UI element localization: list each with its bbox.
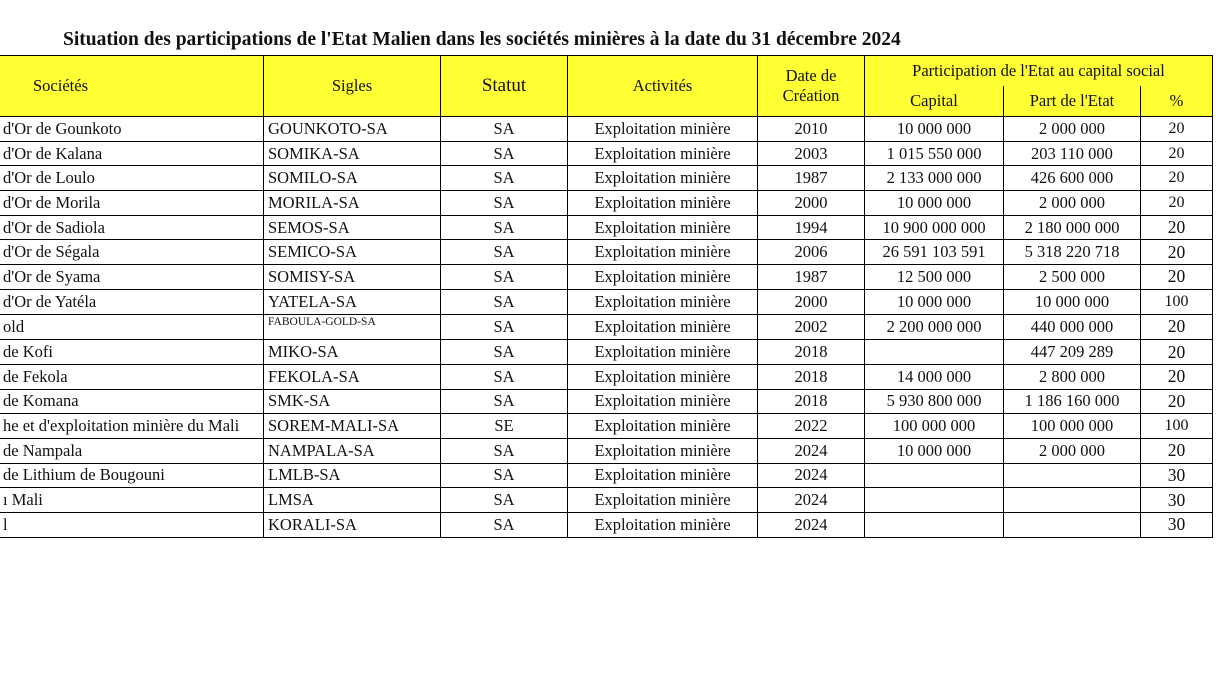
header-participation: Participation de l'Etat au capital social bbox=[865, 56, 1213, 87]
cell-activite: Exploitation minière bbox=[568, 314, 758, 340]
cell-statut: SA bbox=[441, 314, 568, 340]
cell-part: 2 000 000 bbox=[1004, 117, 1141, 142]
cell-activite: Exploitation minière bbox=[568, 364, 758, 389]
header-statut: Statut bbox=[441, 56, 568, 117]
cell-date: 1987 bbox=[758, 166, 865, 191]
cell-societe: d'Or de Ségala bbox=[0, 240, 264, 265]
cell-part: 100 000 000 bbox=[1004, 414, 1141, 439]
cell-sigle: MIKO-SA bbox=[264, 340, 441, 365]
cell-statut: SA bbox=[441, 364, 568, 389]
cell-activite: Exploitation minière bbox=[568, 289, 758, 314]
cell-pct: 20 bbox=[1141, 438, 1213, 463]
cell-societe: de Komana bbox=[0, 389, 264, 414]
cell-date: 2000 bbox=[758, 289, 865, 314]
cell-part: 2 500 000 bbox=[1004, 265, 1141, 290]
cell-pct: 20 bbox=[1141, 364, 1213, 389]
cell-part: 1 186 160 000 bbox=[1004, 389, 1141, 414]
table-row bbox=[0, 215, 1213, 240]
header-pct: % bbox=[1141, 86, 1213, 117]
cell-capital bbox=[865, 513, 1004, 538]
cell-capital: 100 000 000 bbox=[865, 414, 1004, 439]
page-title: Situation des participations de l'Etat Malien dans les sociétés minières à la date du 31 décembre 2024 bbox=[63, 29, 901, 50]
cell-date: 2018 bbox=[758, 389, 865, 414]
cell-date: 2024 bbox=[758, 463, 865, 488]
cell-capital: 10 000 000 bbox=[865, 438, 1004, 463]
header-societes: Sociétés bbox=[0, 56, 264, 117]
cell-pct: 30 bbox=[1141, 463, 1213, 488]
cell-sigle: SEMICO-SA bbox=[264, 240, 441, 265]
cell-capital: 10 900 000 000 bbox=[865, 215, 1004, 240]
cell-statut: SA bbox=[441, 438, 568, 463]
cell-part: 203 110 000 bbox=[1004, 141, 1141, 166]
cell-activite: Exploitation minière bbox=[568, 389, 758, 414]
cell-part: 10 000 000 bbox=[1004, 289, 1141, 314]
table-row bbox=[0, 314, 1213, 340]
cell-statut: SA bbox=[441, 463, 568, 488]
cell-sigle: LMLB-SA bbox=[264, 463, 441, 488]
header-part-etat: Part de l'Etat bbox=[1004, 86, 1141, 117]
cell-date: 2024 bbox=[758, 488, 865, 513]
cell-societe: ı Mali bbox=[0, 488, 264, 513]
cell-activite: Exploitation minière bbox=[568, 438, 758, 463]
cell-date: 2006 bbox=[758, 240, 865, 265]
cell-pct: 20 bbox=[1141, 340, 1213, 365]
cell-societe: d'Or de Loulo bbox=[0, 166, 264, 191]
header-capital: Capital bbox=[865, 86, 1004, 117]
cell-capital: 2 133 000 000 bbox=[865, 166, 1004, 191]
cell-sigle: FABOULA-GOLD-SA bbox=[264, 314, 441, 340]
table-row bbox=[0, 389, 1213, 414]
cell-sigle: LMSA bbox=[264, 488, 441, 513]
cell-pct: 30 bbox=[1141, 488, 1213, 513]
cell-statut: SA bbox=[441, 240, 568, 265]
cell-date: 2024 bbox=[758, 513, 865, 538]
cell-pct: 20 bbox=[1141, 240, 1213, 265]
cell-sigle: SMK-SA bbox=[264, 389, 441, 414]
participations-table bbox=[0, 55, 1213, 538]
cell-statut: SA bbox=[441, 191, 568, 216]
cell-statut: SA bbox=[441, 265, 568, 290]
cell-capital bbox=[865, 488, 1004, 513]
cell-pct: 100 bbox=[1141, 414, 1213, 439]
cell-date: 2022 bbox=[758, 414, 865, 439]
cell-capital: 2 200 000 000 bbox=[865, 314, 1004, 340]
cell-pct: 20 bbox=[1141, 314, 1213, 340]
cell-part: 440 000 000 bbox=[1004, 314, 1141, 340]
cell-societe: de Fekola bbox=[0, 364, 264, 389]
table-row bbox=[0, 463, 1213, 488]
table-row bbox=[0, 166, 1213, 191]
cell-activite: Exploitation minière bbox=[568, 141, 758, 166]
cell-sigle: SOREM-MALI-SA bbox=[264, 414, 441, 439]
cell-capital: 10 000 000 bbox=[865, 191, 1004, 216]
cell-sigle: KORALI-SA bbox=[264, 513, 441, 538]
cell-pct: 20 bbox=[1141, 215, 1213, 240]
cell-activite: Exploitation minière bbox=[568, 340, 758, 365]
cell-activite: Exploitation minière bbox=[568, 191, 758, 216]
table-row bbox=[0, 191, 1213, 216]
cell-sigle: YATELA-SA bbox=[264, 289, 441, 314]
table-row bbox=[0, 364, 1213, 389]
cell-societe: he et d'exploitation minière du Mali bbox=[0, 414, 264, 439]
table-row bbox=[0, 289, 1213, 314]
cell-part bbox=[1004, 463, 1141, 488]
cell-pct: 20 bbox=[1141, 117, 1213, 142]
cell-statut: SA bbox=[441, 117, 568, 142]
header-date-line1: Date de bbox=[785, 66, 837, 85]
cell-pct: 20 bbox=[1141, 265, 1213, 290]
cell-activite: Exploitation minière bbox=[568, 488, 758, 513]
cell-part: 2 180 000 000 bbox=[1004, 215, 1141, 240]
table-row bbox=[0, 265, 1213, 290]
cell-part bbox=[1004, 488, 1141, 513]
cell-societe: l bbox=[0, 513, 264, 538]
cell-capital: 26 591 103 591 bbox=[865, 240, 1004, 265]
cell-date: 2018 bbox=[758, 364, 865, 389]
cell-capital bbox=[865, 340, 1004, 365]
cell-part: 2 000 000 bbox=[1004, 438, 1141, 463]
header-activites: Activités bbox=[568, 56, 758, 117]
cell-part bbox=[1004, 513, 1141, 538]
cell-activite: Exploitation minière bbox=[568, 166, 758, 191]
cell-statut: SA bbox=[441, 215, 568, 240]
cell-pct: 100 bbox=[1141, 289, 1213, 314]
cell-activite: Exploitation minière bbox=[568, 463, 758, 488]
cell-societe: d'Or de Kalana bbox=[0, 141, 264, 166]
cell-societe: old bbox=[0, 314, 264, 340]
cell-statut: SA bbox=[441, 389, 568, 414]
table-body bbox=[0, 117, 1213, 538]
cell-societe: d'Or de Sadiola bbox=[0, 215, 264, 240]
cell-pct: 20 bbox=[1141, 141, 1213, 166]
header-sigles: Sigles bbox=[264, 56, 441, 117]
cell-part: 5 318 220 718 bbox=[1004, 240, 1141, 265]
cell-societe: de Kofi bbox=[0, 340, 264, 365]
header-date-line2: Création bbox=[782, 86, 840, 105]
cell-date: 1987 bbox=[758, 265, 865, 290]
cell-part: 447 209 289 bbox=[1004, 340, 1141, 365]
cell-activite: Exploitation minière bbox=[568, 117, 758, 142]
cell-societe: d'Or de Yatéla bbox=[0, 289, 264, 314]
cell-pct: 20 bbox=[1141, 389, 1213, 414]
cell-date: 1994 bbox=[758, 215, 865, 240]
cell-pct: 20 bbox=[1141, 166, 1213, 191]
table-row bbox=[0, 513, 1213, 538]
cell-pct: 20 bbox=[1141, 191, 1213, 216]
cell-statut: SE bbox=[441, 414, 568, 439]
cell-sigle: MORILA-SA bbox=[264, 191, 441, 216]
cell-sigle: SOMISY-SA bbox=[264, 265, 441, 290]
cell-capital bbox=[865, 463, 1004, 488]
cell-capital: 10 000 000 bbox=[865, 117, 1004, 142]
cell-sigle: SOMILO-SA bbox=[264, 166, 441, 191]
cell-part: 426 600 000 bbox=[1004, 166, 1141, 191]
cell-societe: d'Or de Syama bbox=[0, 265, 264, 290]
cell-statut: SA bbox=[441, 488, 568, 513]
cell-date: 2024 bbox=[758, 438, 865, 463]
cell-date: 2000 bbox=[758, 191, 865, 216]
cell-capital: 12 500 000 bbox=[865, 265, 1004, 290]
cell-societe: de Lithium de Bougouni bbox=[0, 463, 264, 488]
cell-date: 2018 bbox=[758, 340, 865, 365]
cell-date: 2003 bbox=[758, 141, 865, 166]
cell-capital: 10 000 000 bbox=[865, 289, 1004, 314]
table-row bbox=[0, 438, 1213, 463]
cell-activite: Exploitation minière bbox=[568, 265, 758, 290]
cell-date: 2010 bbox=[758, 117, 865, 142]
cell-part: 2 800 000 bbox=[1004, 364, 1141, 389]
cell-activite: Exploitation minière bbox=[568, 240, 758, 265]
cell-capital: 5 930 800 000 bbox=[865, 389, 1004, 414]
cell-capital: 14 000 000 bbox=[865, 364, 1004, 389]
cell-sigle: FEKOLA-SA bbox=[264, 364, 441, 389]
table-row bbox=[0, 488, 1213, 513]
cell-sigle: GOUNKOTO-SA bbox=[264, 117, 441, 142]
cell-societe: d'Or de Gounkoto bbox=[0, 117, 264, 142]
cell-activite: Exploitation minière bbox=[568, 414, 758, 439]
table-row bbox=[0, 414, 1213, 439]
cell-part: 2 000 000 bbox=[1004, 191, 1141, 216]
cell-date: 2002 bbox=[758, 314, 865, 340]
table-row bbox=[0, 340, 1213, 365]
cell-statut: SA bbox=[441, 166, 568, 191]
cell-societe: de Nampala bbox=[0, 438, 264, 463]
cell-statut: SA bbox=[441, 513, 568, 538]
cell-statut: SA bbox=[441, 141, 568, 166]
cell-capital: 1 015 550 000 bbox=[865, 141, 1004, 166]
cell-sigle: SOMIKA-SA bbox=[264, 141, 441, 166]
cell-statut: SA bbox=[441, 289, 568, 314]
table-row bbox=[0, 240, 1213, 265]
cell-sigle: NAMPALA-SA bbox=[264, 438, 441, 463]
table-row bbox=[0, 141, 1213, 166]
cell-sigle: SEMOS-SA bbox=[264, 215, 441, 240]
cell-activite: Exploitation minière bbox=[568, 215, 758, 240]
header-date-creation bbox=[758, 56, 865, 117]
cell-statut: SA bbox=[441, 340, 568, 365]
table-row bbox=[0, 117, 1213, 142]
cell-societe: d'Or de Morila bbox=[0, 191, 264, 216]
cell-pct: 30 bbox=[1141, 513, 1213, 538]
cell-activite: Exploitation minière bbox=[568, 513, 758, 538]
